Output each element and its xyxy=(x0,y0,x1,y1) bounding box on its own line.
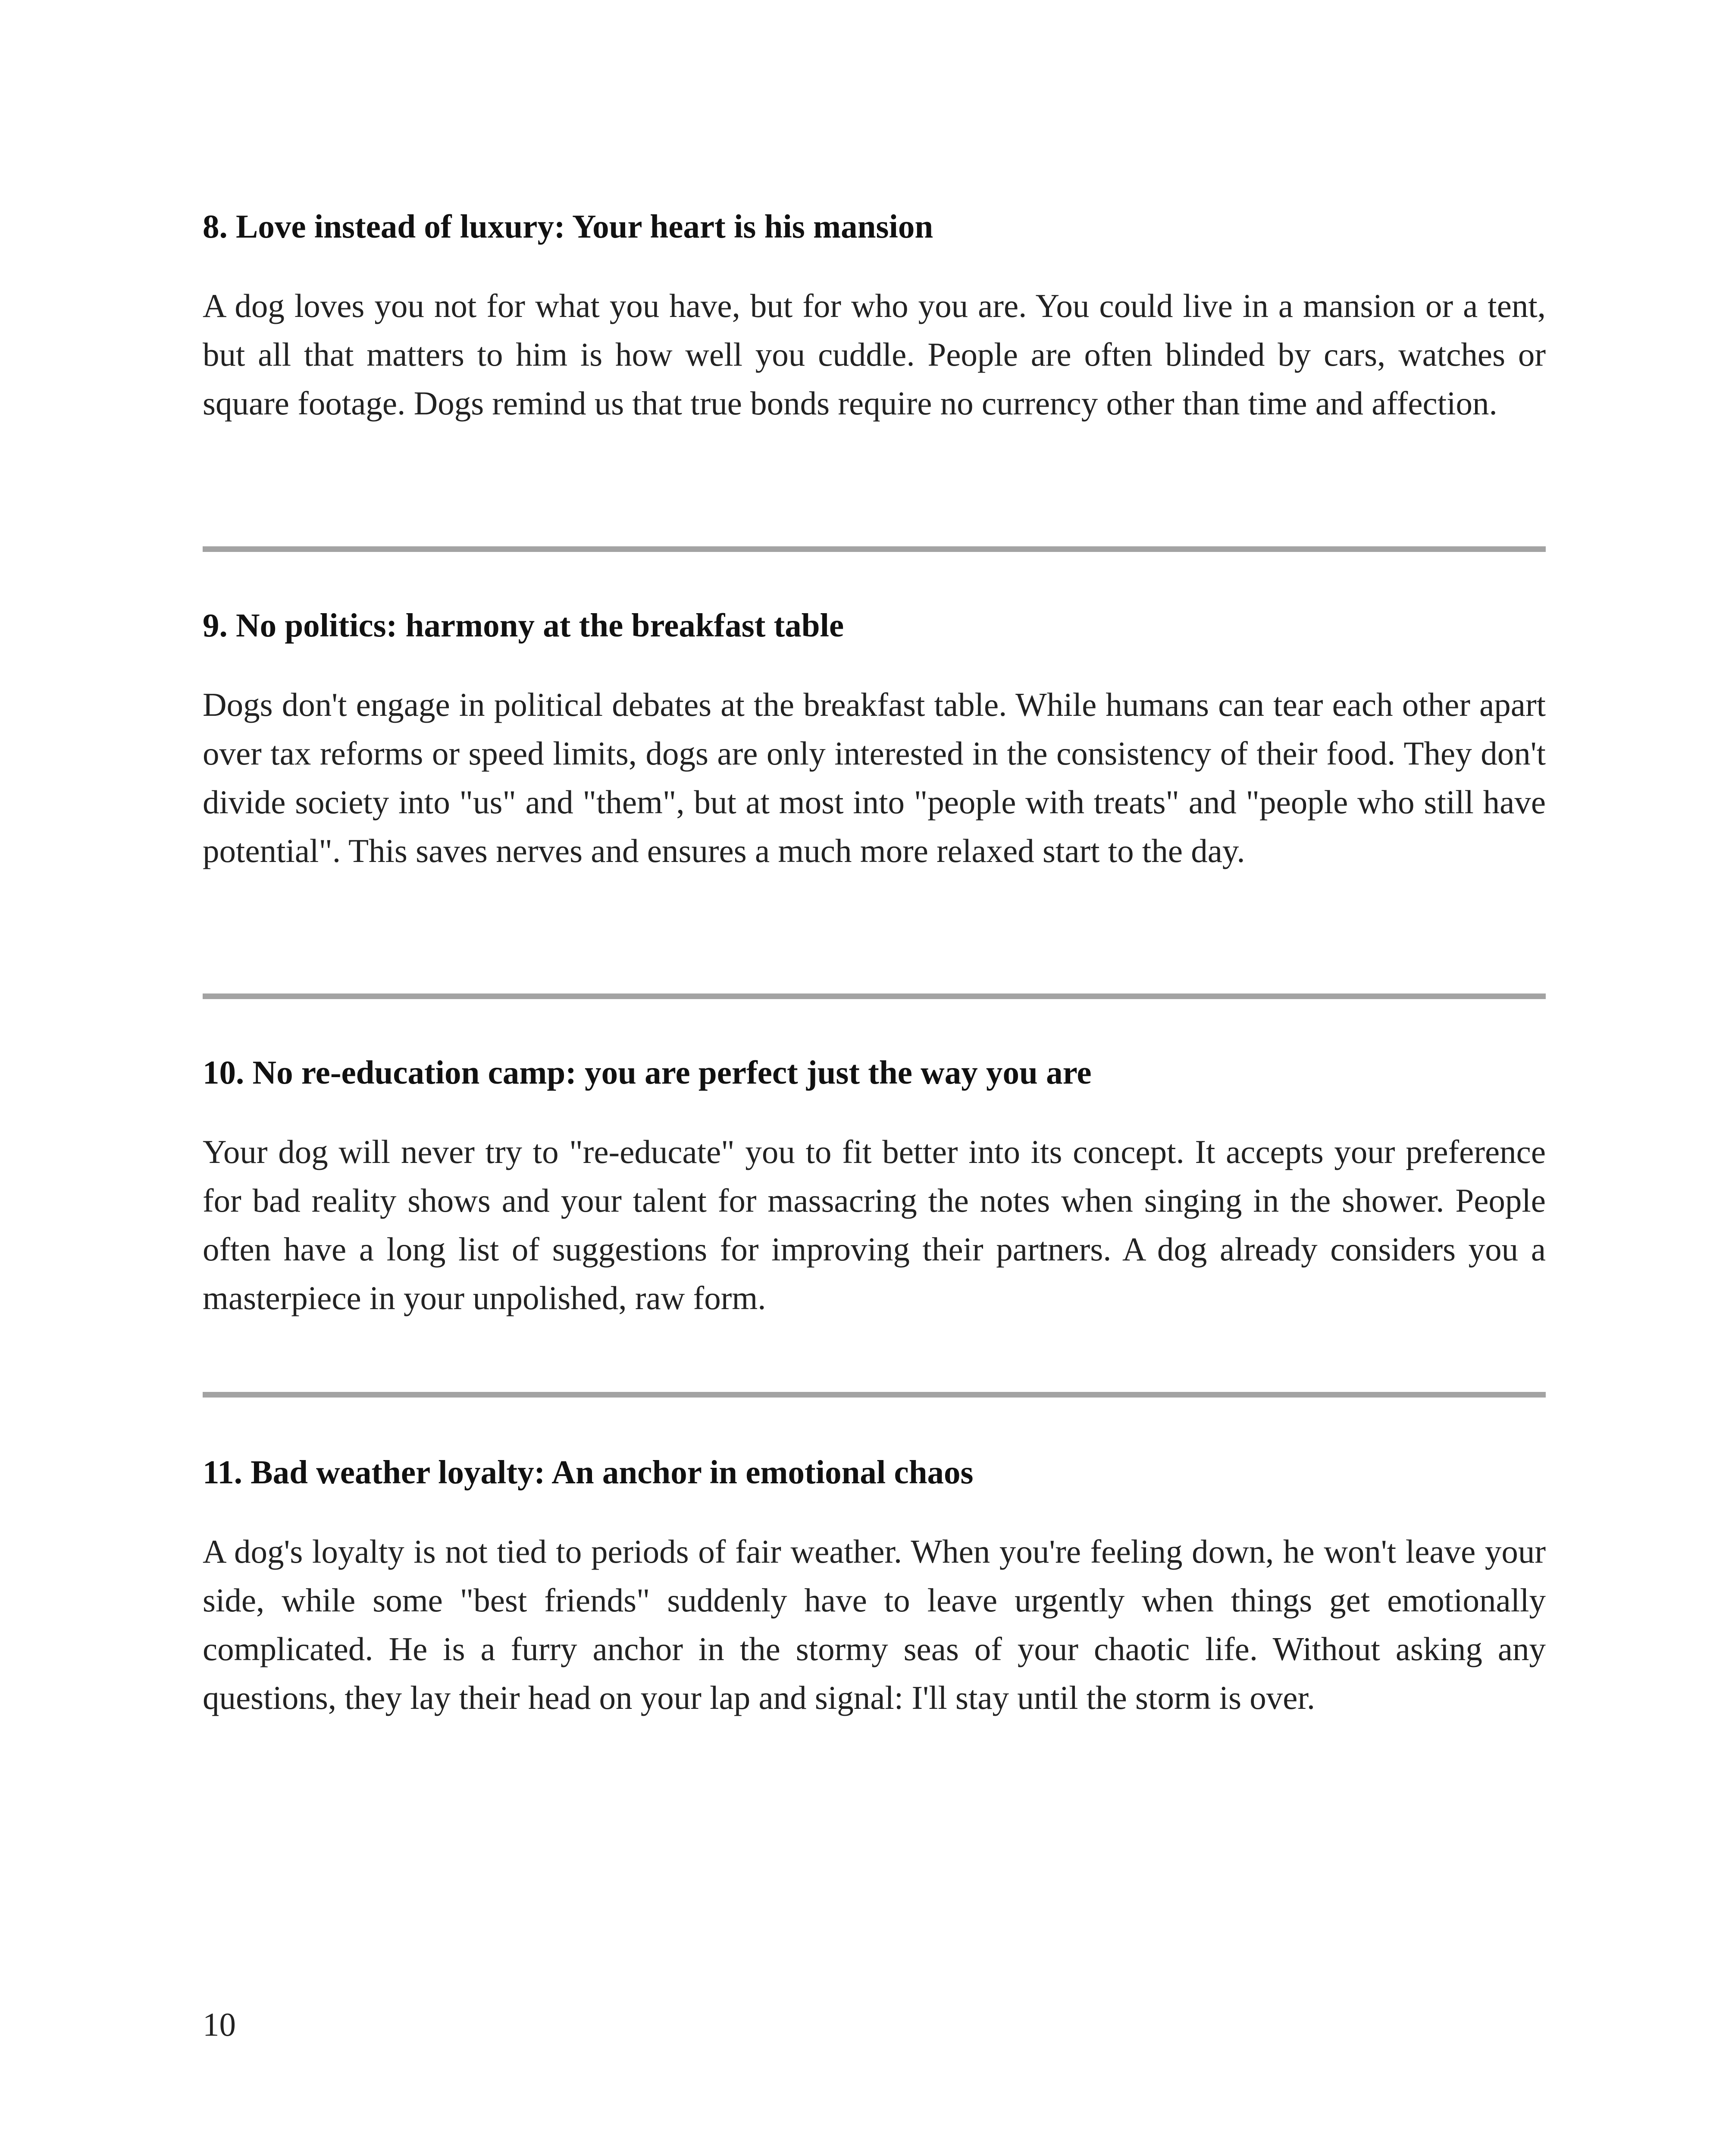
page-number: 10 xyxy=(203,2006,236,2043)
section-divider xyxy=(203,1392,1546,1398)
section-8 xyxy=(203,205,1546,428)
section-body: Dogs don't engage in political debates at the breakfast table. While humans can tear each other apart over tax reforms or speed limits, dogs are only interested in the consistency of their food. They don't divide society into "us" and "them", but at most into "people with treats" and "people who still have potential". This saves nerves and ensures a much more relaxed start to the day. xyxy=(203,686,1546,869)
section-heading: 10. No re-education camp: you are perfect just the way you are xyxy=(203,1054,1092,1091)
section-heading: 8. Love instead of luxury: Your heart is his mansion xyxy=(203,208,933,245)
section-divider xyxy=(203,546,1546,552)
section-9 xyxy=(203,604,1546,875)
section-body: Your dog will never try to "re-educate" you to fit better into its concept. It accepts your preference for bad reality shows and your talent for massacring the notes when singing in the shower. People often have a long list of suggestions for improving their partners. A dog already considers you a masterpiece in your unpolished, raw form. xyxy=(203,1133,1546,1316)
section-body: A dog's loyalty is not tied to periods of fair weather. When you're feeling down, he won't leave your side, while some "best friends" suddenly have to leave urgently when things get emotionally complicated. He is a furry anchor in the stormy seas of your chaotic life. Without asking any questions, they lay their head on your lap and signal: I'll stay until the storm is over. xyxy=(203,1533,1546,1716)
section-body: A dog loves you not for what you have, but for who you are. You could live in a mansion or a tent, but all that matters to him is how well you cuddle. People are often blinded by cars, watches or square footage. Dogs remind us that true bonds require no currency other than time and affection. xyxy=(203,287,1546,422)
section-heading: 9. No politics: harmony at the breakfast table xyxy=(203,607,844,644)
section-heading: 11. Bad weather loyalty: An anchor in emotional chaos xyxy=(203,1454,974,1491)
section-divider xyxy=(203,993,1546,999)
section-11 xyxy=(203,1451,1546,1722)
section-10 xyxy=(203,1051,1546,1322)
